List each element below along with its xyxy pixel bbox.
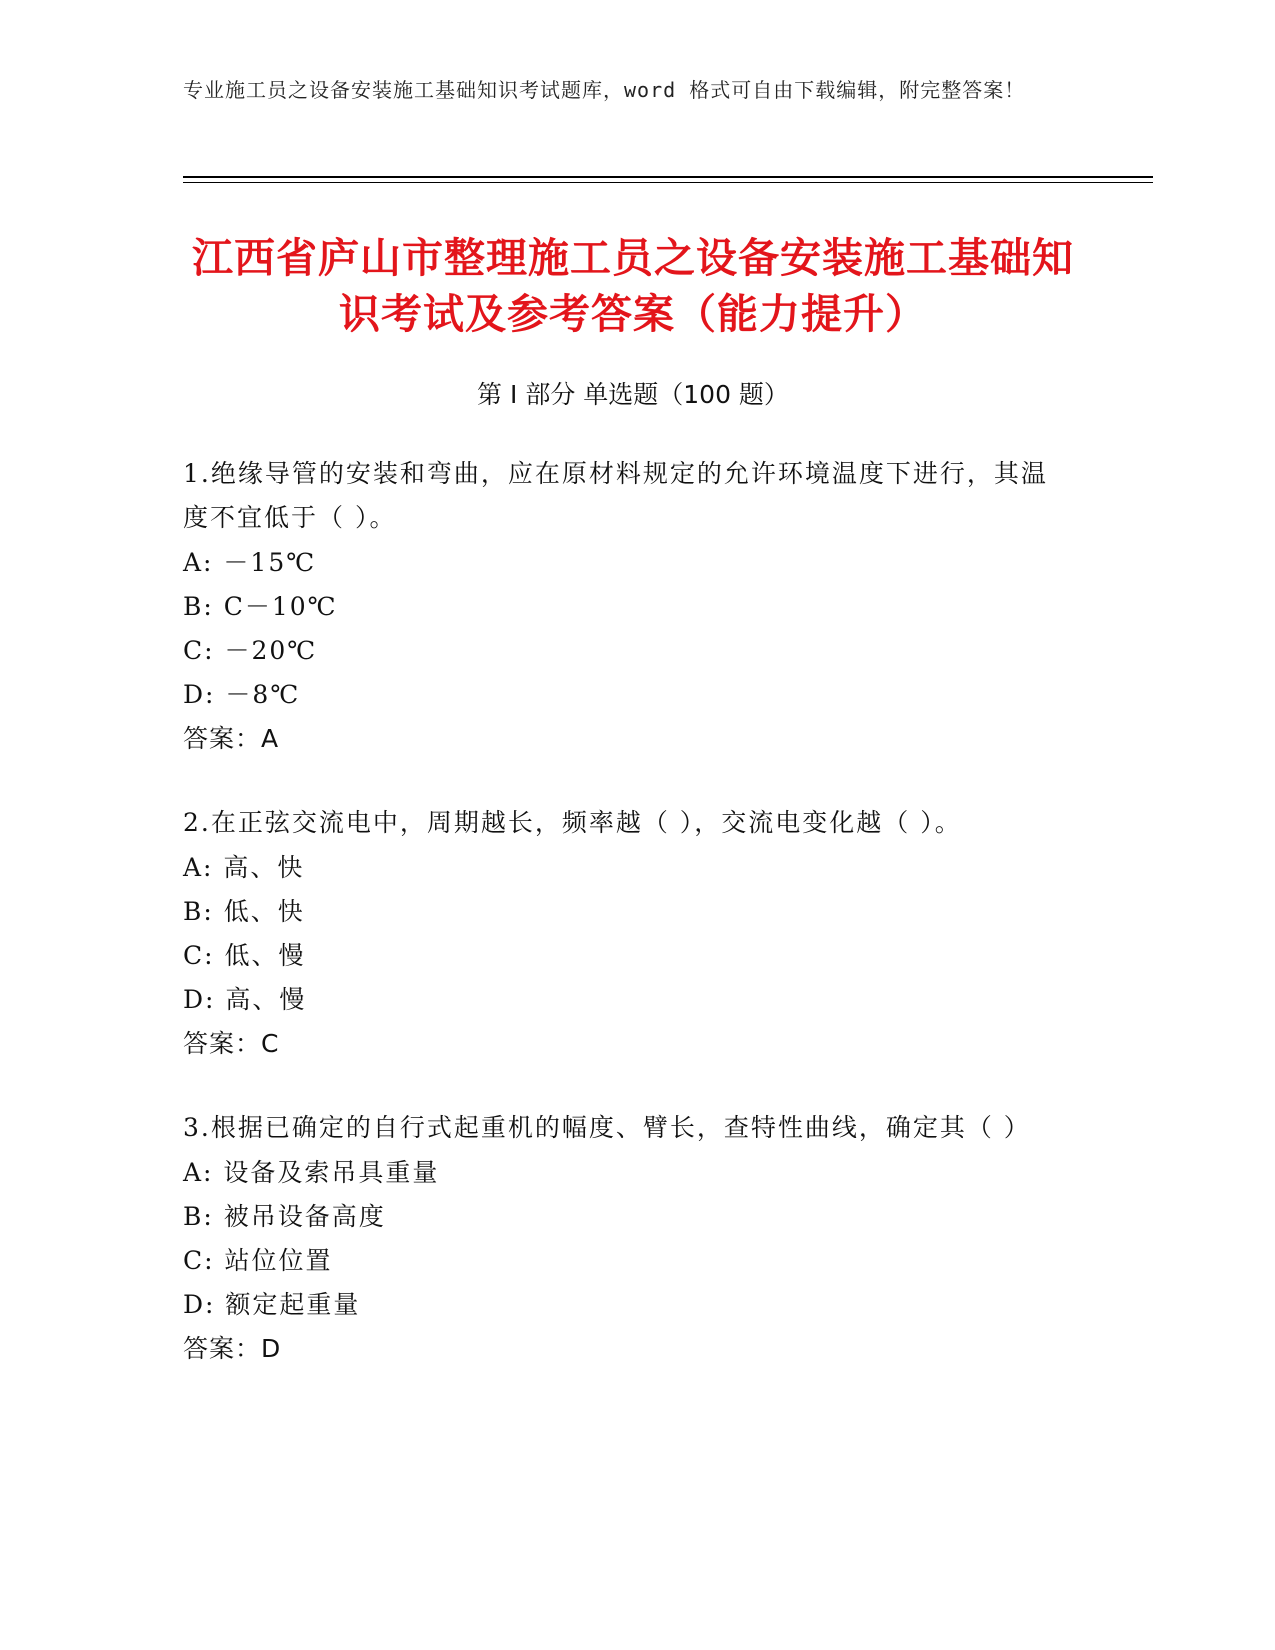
option-d: D: 高、慢: [183, 985, 307, 1014]
option-a: A: 高、快: [183, 853, 305, 882]
option-a: A: －15℃: [183, 548, 317, 577]
option-b: B: C－10℃: [183, 592, 338, 621]
document-title: 江西省庐山市整理施工员之设备安装施工基础知识考试及参考答案（能力提升）: [192, 234, 1074, 338]
option-b: B: 低、快: [183, 897, 305, 926]
option-c: C: 站位位置: [183, 1246, 333, 1275]
question-stem: 3.根据已确定的自行式起重机的幅度、臂长，查特性曲线，确定其（ ）: [183, 1113, 1031, 1142]
option-d: D: －8℃: [183, 680, 301, 709]
section-heading: 第 I 部分 单选题（100 题）: [477, 380, 789, 409]
header-divider-thick: [183, 176, 1153, 178]
option-c: C: 低、慢: [183, 941, 306, 970]
option-c: C: －20℃: [183, 636, 318, 665]
question-stem: 1.绝缘导管的安装和弯曲，应在原材料规定的允许环境温度下进行，其温度不宜低于（ ）。: [183, 459, 1048, 532]
answer: 答案：C: [183, 1029, 280, 1058]
question-2: [183, 801, 1063, 1066]
answer: 答案：A: [183, 724, 280, 753]
option-a: A: 设备及索吊具重量: [183, 1158, 440, 1187]
header-note: 专业施工员之设备安装施工基础知识考试题库，word 格式可自由下载编辑，附完整答案！: [183, 78, 1026, 102]
option-b: B: 被吊设备高度: [183, 1202, 386, 1231]
question-3: [183, 1106, 1063, 1371]
answer: 答案：D: [183, 1334, 282, 1363]
question-1: [183, 452, 1063, 761]
question-stem: 2.在正弦交流电中，周期越长，频率越（ ），交流电变化越（ ）。: [183, 808, 962, 837]
option-d: D: 额定起重量: [183, 1290, 361, 1319]
header-divider-thin: [183, 182, 1153, 183]
